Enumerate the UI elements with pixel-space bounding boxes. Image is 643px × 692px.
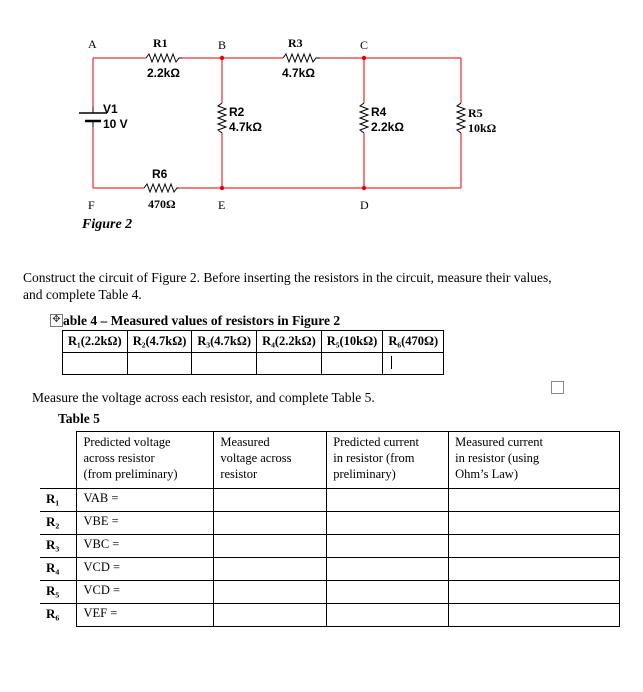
row-label: R₃	[40, 535, 77, 558]
table4-cell-r6[interactable]	[383, 353, 444, 375]
table4-cell-r2[interactable]	[127, 353, 192, 375]
table5-corner-cell	[40, 432, 77, 489]
table-row	[40, 512, 620, 535]
r1-name: R1	[153, 36, 168, 50]
header-line: Ohm’s Law)	[455, 467, 518, 481]
table4	[62, 330, 444, 375]
table4-cell-r5[interactable]	[321, 353, 383, 375]
measured-current-cell[interactable]	[449, 489, 620, 512]
measured-voltage-cell[interactable]	[214, 535, 327, 558]
predicted-current-cell[interactable]	[327, 535, 449, 558]
voltage-label[interactable]: VAB =	[77, 489, 214, 512]
r3-name: R3	[288, 36, 303, 50]
junction-c	[362, 56, 366, 60]
table-row	[40, 558, 620, 581]
measured-voltage-cell[interactable]	[214, 512, 327, 535]
header-line: Predicted current	[333, 435, 419, 449]
table4-title-row	[50, 312, 340, 328]
header-line: in resistor (using	[455, 451, 540, 465]
r6-name: R6	[152, 167, 168, 181]
node-a-label: A	[88, 37, 97, 51]
table5-title: Table 5	[58, 411, 100, 426]
row-label: R₂	[40, 512, 77, 535]
predicted-current-cell[interactable]	[327, 512, 449, 535]
r6-value: 470Ω	[148, 197, 176, 211]
instruction-2: Measure the voltage across each resistor, and complete Table 5.	[32, 390, 375, 405]
measured-current-cell[interactable]	[449, 604, 620, 627]
predicted-current-cell[interactable]	[327, 581, 449, 604]
header-line: preliminary)	[333, 467, 396, 481]
table-row	[40, 489, 620, 512]
row-label: R₅	[40, 581, 77, 604]
r1-value: 2.2kΩ	[147, 66, 180, 80]
row-label: R₄	[40, 558, 77, 581]
header-line: in resistor (from	[333, 451, 415, 465]
node-d-label: D	[360, 198, 369, 212]
table4-header-r4: R₄(2.2kΩ)	[257, 331, 322, 353]
table4-value-row	[63, 353, 444, 375]
table4-header-row	[63, 331, 444, 353]
r4-name: R4	[371, 105, 387, 119]
table-row	[40, 535, 620, 558]
row-label: R₆	[40, 604, 77, 627]
r6-symbol	[144, 184, 179, 192]
r5-value: 10kΩ	[468, 121, 497, 135]
table4-header-r2: R₂(4.7kΩ)	[127, 331, 192, 353]
node-f-label: F	[88, 198, 95, 212]
table5-header-predicted-current	[327, 432, 449, 489]
table4-header-r3: R₃(4.7kΩ)	[192, 331, 257, 353]
table5	[40, 431, 620, 627]
header-line: Measured current	[455, 435, 543, 449]
measured-voltage-cell[interactable]	[214, 581, 327, 604]
node-e-label: E	[218, 198, 226, 212]
r3-value: 4.7kΩ	[282, 66, 315, 80]
measured-voltage-cell[interactable]	[214, 558, 327, 581]
table4-header-r6: R₆(470Ω)	[383, 331, 444, 353]
header-line: Measured	[220, 435, 270, 449]
junction-e	[220, 186, 224, 190]
measured-current-cell[interactable]	[449, 535, 620, 558]
instruction-line-2: and complete Table 4.	[23, 287, 142, 302]
predicted-current-cell[interactable]	[327, 604, 449, 627]
measured-voltage-cell[interactable]	[214, 604, 327, 627]
table5-header-measured-voltage	[214, 432, 327, 489]
r5-symbol	[457, 103, 465, 133]
v1-name: V1	[103, 102, 118, 116]
node-b-label: B	[218, 38, 227, 52]
table4-header-r5: R₅(10kΩ)	[321, 331, 383, 353]
voltage-label[interactable]: VCD =	[77, 558, 214, 581]
measured-current-cell[interactable]	[449, 512, 620, 535]
header-line: voltage across	[220, 451, 292, 465]
v1-value: 10 V	[103, 117, 128, 131]
text-cursor	[391, 356, 392, 369]
table4-cell-r1[interactable]	[63, 353, 128, 375]
header-line: across resistor	[83, 451, 155, 465]
table4-cell-r3[interactable]	[192, 353, 257, 375]
table5-header-measured-current	[449, 432, 620, 489]
voltage-label[interactable]: VBC =	[77, 535, 214, 558]
measured-current-cell[interactable]	[449, 581, 620, 604]
voltage-label[interactable]: VCD =	[77, 581, 214, 604]
table4-cell-r4[interactable]	[257, 353, 322, 375]
measured-voltage-cell[interactable]	[214, 489, 327, 512]
circuit-diagram	[0, 0, 643, 240]
table5-header-row	[40, 432, 620, 489]
header-line: Predicted voltage	[83, 435, 171, 449]
table-resize-handle-icon[interactable]	[551, 381, 564, 394]
table4-title: able 4 – Measured values of resistors in Figure 2	[63, 313, 341, 328]
measured-current-cell[interactable]	[449, 558, 620, 581]
row-label: R₁	[40, 489, 77, 512]
table-move-handle-icon[interactable]: ✥	[50, 314, 63, 327]
instruction-paragraph	[23, 269, 638, 303]
table4-header-r1: R₁(2.2kΩ)	[63, 331, 128, 353]
r1-symbol	[146, 54, 182, 62]
voltage-label[interactable]: VEF =	[77, 604, 214, 627]
r2-name: R2	[229, 105, 245, 119]
table5-header-predicted-voltage	[77, 432, 214, 489]
predicted-current-cell[interactable]	[327, 489, 449, 512]
header-line: (from preliminary)	[83, 467, 178, 481]
table-row	[40, 581, 620, 604]
junction-d	[362, 186, 366, 190]
r4-symbol	[360, 103, 368, 133]
predicted-current-cell[interactable]	[327, 558, 449, 581]
r5-name: R5	[468, 106, 483, 120]
r2-value: 4.7kΩ	[229, 120, 262, 134]
r3-symbol	[283, 54, 320, 62]
table-row	[40, 604, 620, 627]
r2-symbol	[218, 103, 226, 133]
header-line: resistor	[220, 467, 258, 481]
instruction-line-1: Construct the circuit of Figure 2. Before inserting the resistors in the circuit, measure their values,	[23, 270, 552, 285]
junction-b	[220, 56, 224, 60]
voltage-label[interactable]: VBE =	[77, 512, 214, 535]
r4-value: 2.2kΩ	[371, 120, 404, 134]
node-c-label: C	[360, 38, 369, 52]
figure-caption: Figure 2	[82, 217, 133, 232]
